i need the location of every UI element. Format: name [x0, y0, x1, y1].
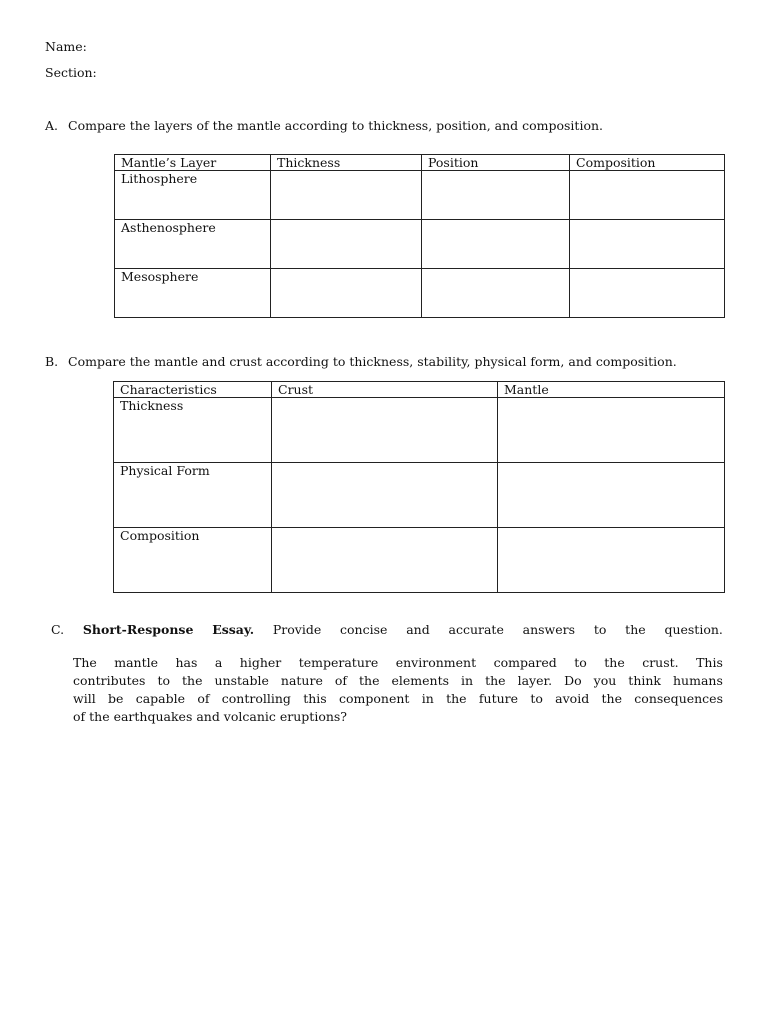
- essay-word: capable: [135, 691, 186, 706]
- essay-word: you: [593, 673, 617, 688]
- table-row: [115, 171, 725, 220]
- table-header-cell: Mantle: [498, 382, 725, 398]
- answer-cell[interactable]: [570, 220, 725, 269]
- essay-word: consequences: [634, 691, 723, 706]
- row-label: Composition: [114, 528, 272, 593]
- table-row: [114, 463, 725, 528]
- answer-cell[interactable]: [272, 463, 498, 528]
- row-label: Thickness: [114, 398, 272, 463]
- row-label: Asthenosphere: [115, 220, 271, 269]
- essay-word: compared: [493, 655, 557, 670]
- question-c-letter: C.: [51, 622, 65, 637]
- answer-cell[interactable]: [570, 269, 725, 318]
- essay-word: the: [604, 655, 625, 670]
- row-label: Lithosphere: [115, 171, 271, 220]
- essay-word: to: [574, 655, 587, 670]
- answer-cell[interactable]: [271, 220, 422, 269]
- mantle-crust-table: [113, 381, 725, 593]
- essay-word: nature: [280, 673, 323, 688]
- name-label: Name:: [45, 39, 87, 54]
- essay-word: component: [339, 691, 410, 706]
- table-header-row: [114, 382, 725, 398]
- answer-cell[interactable]: [422, 220, 570, 269]
- answer-cell[interactable]: [498, 528, 725, 593]
- essay-line: of the earthquakes and volcanic eruptions?: [73, 709, 348, 724]
- essay-word: contributes: [73, 673, 146, 688]
- essay-word: the: [182, 673, 203, 688]
- essay-word: this: [303, 691, 327, 706]
- essay-line: [73, 654, 723, 672]
- essay-word: in: [421, 691, 434, 706]
- table-row: [115, 220, 725, 269]
- table-header-cell: Crust: [272, 382, 498, 398]
- instruction-word: concise: [340, 622, 388, 637]
- essay-line: [73, 672, 723, 690]
- essay-word: in: [461, 673, 474, 688]
- section-label: Section:: [45, 65, 97, 80]
- table-header-cell: Mantle’s Layer: [115, 155, 271, 171]
- instruction-word: Provide: [272, 622, 322, 637]
- mantle-layers-table: [114, 154, 725, 318]
- essay-word: of: [197, 691, 210, 706]
- essay-word: the: [446, 691, 467, 706]
- question-b-prompt: Compare the mantle and crust according to thickness, stability, physical form, and composition.: [68, 354, 677, 369]
- essay-word: controlling: [221, 691, 291, 706]
- essay-word: has: [175, 655, 198, 670]
- essay-word: the: [601, 691, 622, 706]
- instruction-word: answers: [522, 622, 576, 637]
- row-label: Physical Form: [114, 463, 272, 528]
- question-c-heading: [51, 622, 723, 637]
- table-row: [114, 528, 725, 593]
- instruction-word: the: [625, 622, 646, 637]
- essay-word: will: [73, 691, 96, 706]
- essay-word: temperature: [298, 655, 379, 670]
- table-header-cell: Composition: [570, 155, 725, 171]
- answer-cell[interactable]: [498, 463, 725, 528]
- essay-word: environment: [395, 655, 477, 670]
- question-a: [45, 118, 745, 133]
- question-a-letter: A.: [45, 118, 59, 133]
- essay-word: the: [485, 673, 506, 688]
- table-row: [114, 398, 725, 463]
- answer-cell[interactable]: [570, 171, 725, 220]
- essay-word: mantle: [114, 655, 159, 670]
- answer-cell[interactable]: [422, 171, 570, 220]
- instruction-word: to: [593, 622, 607, 637]
- question-b-letter: B.: [45, 354, 59, 369]
- instruction-word: question.: [664, 622, 723, 637]
- question-b: [45, 354, 745, 369]
- essay-word: the: [359, 673, 380, 688]
- answer-cell[interactable]: [422, 269, 570, 318]
- question-a-prompt: Compare the layers of the mantle according to thickness, position, and composition.: [68, 118, 604, 133]
- essay-word: avoid: [555, 691, 590, 706]
- instruction-word: accurate: [448, 622, 504, 637]
- answer-cell[interactable]: [271, 171, 422, 220]
- essay-word: humans: [673, 673, 723, 688]
- essay-heading-word: Essay.: [212, 622, 255, 637]
- row-label: Mesosphere: [115, 269, 271, 318]
- essay-line: [73, 690, 723, 708]
- table-header-cell: Characteristics: [114, 382, 272, 398]
- essay-word: think: [628, 673, 661, 688]
- essay-prompt: [73, 654, 723, 726]
- essay-word: elements: [391, 673, 450, 688]
- answer-cell[interactable]: [272, 528, 498, 593]
- essay-heading-word: Short-Response: [82, 622, 194, 637]
- essay-word: The: [73, 655, 97, 670]
- essay-word: layer.: [517, 673, 553, 688]
- answer-cell[interactable]: [271, 269, 422, 318]
- table-header-cell: Thickness: [271, 155, 422, 171]
- instruction-word: and: [406, 622, 430, 637]
- essay-word: This: [696, 655, 723, 670]
- essay-word: a: [214, 655, 223, 670]
- essay-word: unstable: [214, 673, 269, 688]
- answer-cell[interactable]: [272, 398, 498, 463]
- essay-word: be: [108, 691, 124, 706]
- answer-cell[interactable]: [498, 398, 725, 463]
- essay-word: to: [530, 691, 543, 706]
- question-c: [51, 622, 723, 726]
- table-header-cell: Position: [422, 155, 570, 171]
- table-row: [115, 269, 725, 318]
- essay-word: future: [478, 691, 519, 706]
- essay-word: higher: [239, 655, 282, 670]
- essay-word: crust.: [642, 655, 679, 670]
- table-header-row: [115, 155, 725, 171]
- essay-word: to: [157, 673, 171, 688]
- essay-word: of: [334, 673, 348, 688]
- essay-word: Do: [564, 673, 582, 688]
